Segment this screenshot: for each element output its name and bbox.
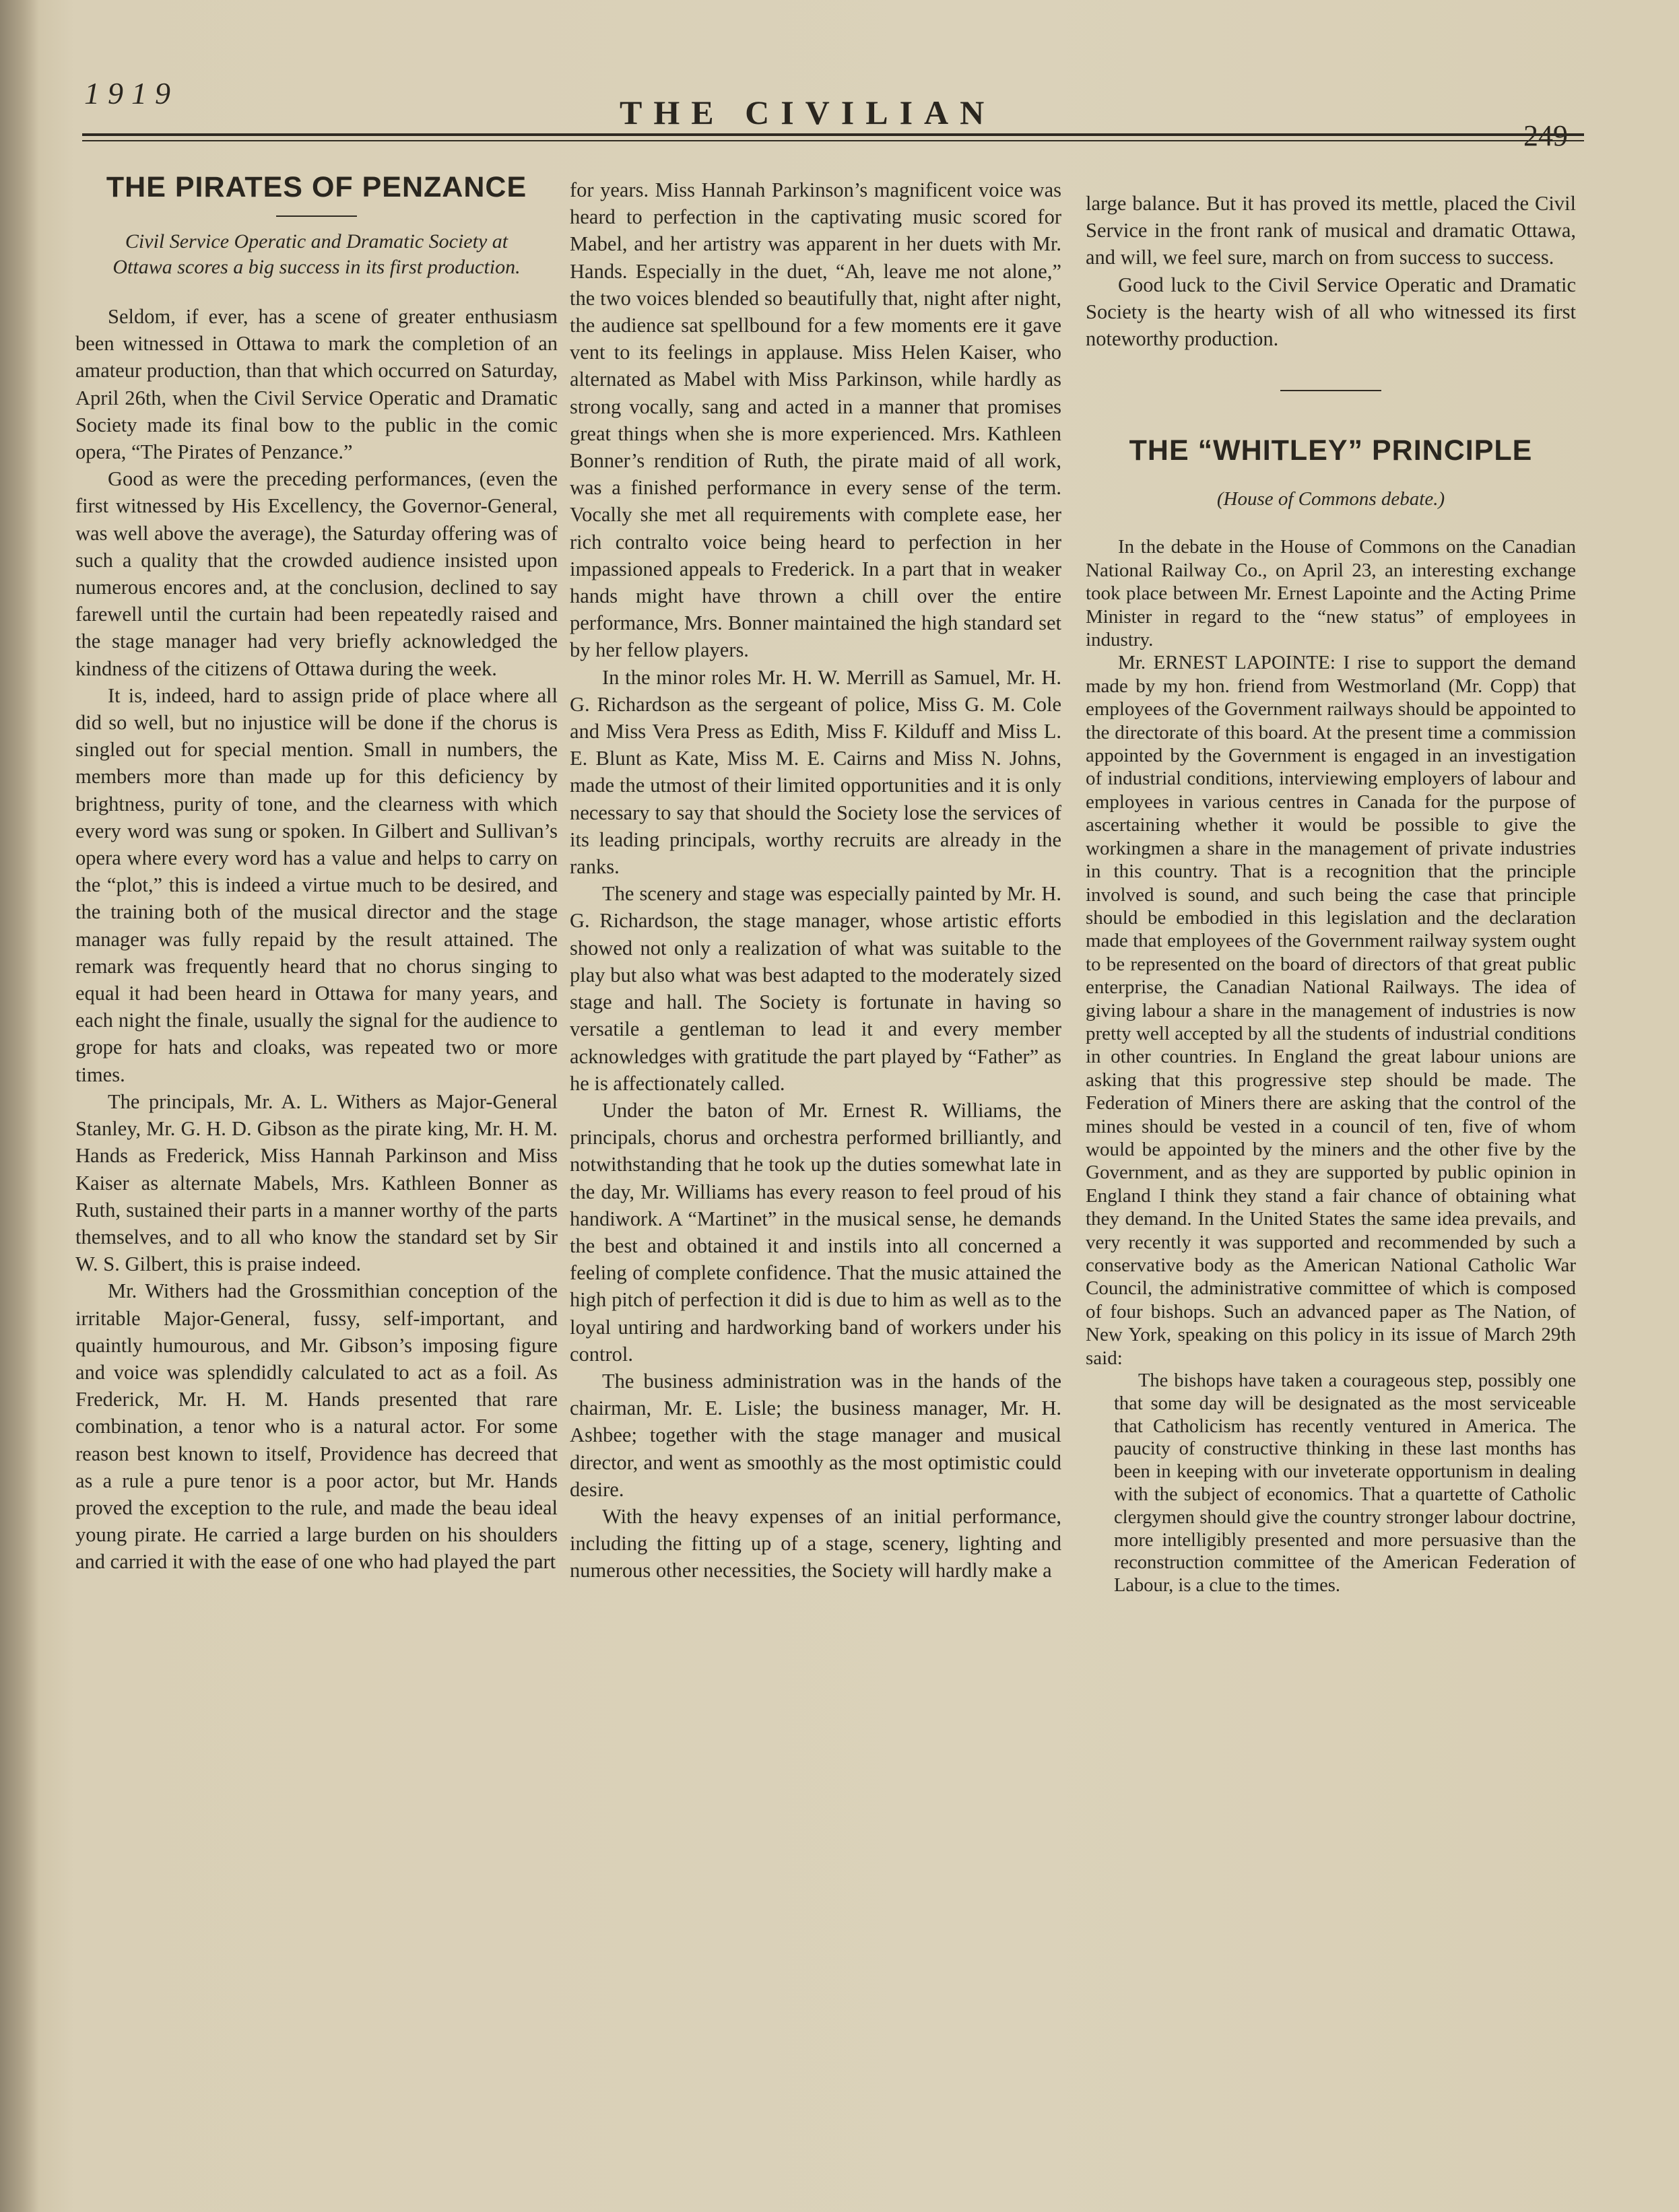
- header-rule-thin: [82, 140, 1584, 141]
- column-3: [1086, 190, 1576, 1597]
- article-body: [1086, 535, 1576, 1370]
- paragraph: large balance. But it has proved its mettle, placed the Civil Service in the front rank of musical and dramatic Ottawa, and will, we feel sure, march on from success to success.: [1086, 192, 1576, 269]
- paragraph: The business administration was in the hands of the chairman, Mr. E. Lisle; the business manager, Mr. H. Ashbee; together with the stage manager and musical director, and went as smoothly as the most optimistic could desire.: [570, 1369, 1061, 1501]
- header-rule: [82, 133, 1584, 136]
- page-binding-shadow: [0, 0, 39, 2212]
- paragraph: The principals, Mr. A. L. Withers as Major-General Stanley, Mr. G. H. D. Gibson as the pirate king, Mr. H. M. Hands as Frederick, Miss Hannah Parkinson and Miss Kaiser as alternate Mabels, Mrs. Kathleen Bonner as Ruth, sustained their parts in a manner worthy of the parts themselves, and to all who know the standard set by Sir W. S. Gilbert, this is praise indeed.: [75, 1090, 558, 1276]
- article-headline: THE PIRATES OF PENZANCE: [106, 171, 527, 203]
- paragraph: The scenery and stage was especially painted by Mr. H. G. Richardson, the stage manager, whose artistic efforts showed not only a realization of what was suitable to the play but also what was best adapted to the moderately sized stage and hall. The Society is fortunate in having so versatile a gentleman to lead it and every member acknowledges with gratitude the part played by “Father” as he is affectionately called.: [570, 882, 1061, 1095]
- paragraph: Good luck to the Civil Service Operatic and Dramatic Society is the hearty wish of all who witnessed its first noteworthy production.: [1086, 273, 1576, 351]
- block-quote: [1114, 1370, 1576, 1597]
- paragraph: Good as were the preceding performances, (even the first witnessed by His Excellency, the Governor-General, was well above the average), the Saturday offering was of such a quality that the crowded audience insisted upon numerous encores and, at the conclusion, declined to say farewell until the curtain had been repeatedly raised and the stage manager had very briefly acknowledged the kindness of the citizens of Ottawa during the week.: [75, 467, 558, 680]
- paragraph: Seldom, if ever, has a scene of greater enthusiasm been witnessed in Ottawa to mark the completion of an amateur production, than that which occurred on Saturday, April 26th, when the Civil Service Operatic and Dramatic Society made its final bow to the public in the comic opera, “The Pirates of Penzance.”: [75, 305, 558, 464]
- paragraph: In the debate in the House of Commons on the Canadian National Railway Co., on April 23, an interesting exchange took place between Mr. Ernest Lapointe and the Acting Prime Minister in regard to the “new status” of employees in industry.: [1086, 536, 1576, 651]
- headline-rule: [276, 215, 357, 217]
- article-separator-rule: [1280, 390, 1381, 391]
- paragraph: Mr. ERNEST LAPOINTE: I rise to support the demand made by my hon. friend from Westmorland (Mr. Copp) that employees of the Government railways should be appointed to the directorate of this board. At the present time a commission appointed by the Government is engaged in an investigation of industrial conditions, interviewing employers of labour and employees in various centres in Canada for the purpose of ascertaining whether it would be possible to give the workingmen a share in the management of private industries in this country. That is a recognition that the principle involved is sound, and such being the case that principle should be embodied in this legislation and the declaration made that employees of the Government railway system ought to be represented on the board of directors of that great public enterprise, the Canadian National Railways. The idea of giving labour a share in the management of industries is now pretty well accepted by all the students of industrial conditions in other countries. In England the great labour unions are asking that this progressive step should be made. The Federation of Miners there are asking that the control of the mines should be vested in a council of ten, five of whom would be appointed by the miners and the other five by the Government, and as they are supported by public opinion in England I think they stand a fair chance of obtaining what they demand. In the United States the same idea prevails, and very recently it was supported and recommended by such a conservative body as the American National Catholic War Council, the administrative committee of which is composed of four bishops. Such an advanced paper as The Nation, of New York, speaking on this policy in its issue of March 29th said:: [1086, 652, 1576, 1369]
- article-subhead: (House of Commons debate.): [1216, 488, 1445, 510]
- paragraph: It is, indeed, hard to assign pride of place where all did so well, but no injustice will be done if the chorus is singled out for special mention. Small in numbers, the members more than made up for this deficiency by brightness, purity of tone, and the clearness with which every word was sung or spoken. In Gilbert and Sullivan’s opera where every word has a value and helps to carry on the “plot,” this is indeed a virtue much to be desired, and the training both of the musical director and the stage manager was fully repaid by the result attained. The remark was frequently heard that no chorus singing to equal it had been heard in Ottawa for many years, and each night the finale, usually the signal for the audience to grope for hats and cloaks, was repeated two or more times.: [75, 683, 558, 1086]
- column-1: [75, 168, 558, 1576]
- header-year: 1919: [84, 76, 178, 110]
- paragraph: With the heavy expenses of an initial performance, including the fitting up of a stage, scenery, lighting and numerous other necessities, the Society will hardly make a: [570, 1504, 1061, 1582]
- paragraph: In the minor roles Mr. H. W. Merrill as Samuel, Mr. H. G. Richardson as the sergeant of police, Miss G. M. Cole and Miss Vera Press as Edith, Miss F. Kilduff and Miss L. E. Blunt as Kate, Miss M. E. Cairns and Miss N. Johns, made the utmost of their limited opportunities and it is only necessary to say that should the Society lose the services of its leading principals, worthy recruits are already in the ranks.: [570, 665, 1061, 879]
- column-2: [570, 176, 1061, 1584]
- page-number: 249: [1523, 119, 1568, 152]
- article-subhead: Civil Service Operatic and Dramatic Society at Ottawa scores a big success in its first production.: [112, 230, 521, 278]
- paragraph: Mr. Withers had the Grossmithian conception of the irritable Major-General, fussy, self-important, and quaintly humourous, and Mr. Gibson’s imposing figure and voice was splendidly calculated to act as a foil. As Frederick, Mr. H. M. Hands presented that rare combination, a tenor who is a natural actor. For some reason best known to itself, Providence has decreed that as a rule a pure tenor is a poor actor, but Mr. Hands proved the exception to the rule, and made the beau ideal young pirate. He carried a large burden on his shoulders and carried it with the ease of one who had played the part: [75, 1279, 558, 1574]
- paragraph: for years. Miss Hannah Parkinson’s magnificent voice was heard to perfection in the captivating music scored for Mabel, and her artistry was apparent in her duets with Mr. Hands. Especially in the duet, “Ah, leave me not alone,” the two voices blended so beautifully that, night after night, the audience sat spellbound for a few moments ere it gave vent to its feelings in applause. Miss Helen Kaiser, who alternated as Mabel with Miss Parkinson, while hardly as strong vocally, sang and acted in a manner that promises great things when she is more experienced. Mrs. Kathleen Bonner’s rendition of Ruth, the pirate maid of all work, was a finished performance in every sense of the term. Vocally she met all requirements with complete ease, her rich contralto voice being heard to perfection in her impassioned appeals to Frederick. In a part that in weaker hands might have thrown a chill over the entire performance, Mrs. Bonner maintained the high standard set by her fellow players.: [570, 178, 1061, 662]
- quote-paragraph: The bishops have taken a courageous step, possibly one that some day will be designated as the most serviceable that Catholicism has recently ventured in America. The paucity of constructive thinking in these last months has been in keeping with our inveterate opportunism in dealing with the subject of economics. That a quartette of Catholic clergymen should give the country stronger labour doctrine, more intelligibly presented and more persuasive than the reconstruction committee of the American Federation of Labour, is a clue to the times.: [1114, 1370, 1576, 1597]
- header-title: THE CIVILIAN: [620, 94, 996, 131]
- paragraph: Under the baton of Mr. Ernest R. Williams, the principals, chorus and orchestra performed brilliantly, and notwithstanding that he took up the duties somewhat late in the day, Mr. Williams has every reason to feel proud of his handiwork. A “Martinet” in the musical sense, he demands the best and obtained it and instils into all concerned a feeling of complete confidence. That the music attained the high pitch of perfection it did is due to him as well as to the loyal untiring and hardworking band of workers under his control.: [570, 1098, 1061, 1366]
- article-headline: THE “WHITLEY” PRINCIPLE: [1129, 434, 1533, 467]
